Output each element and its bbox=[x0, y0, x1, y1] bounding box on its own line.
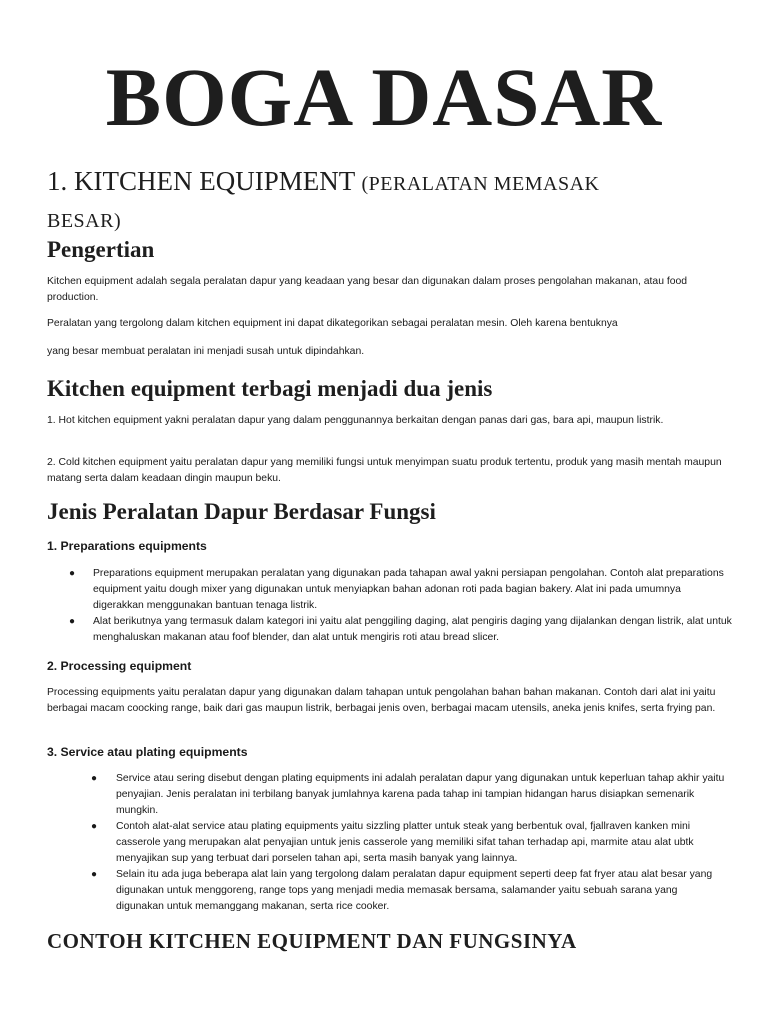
heading-paren-line2: BESAR) bbox=[47, 210, 122, 232]
pengertian-paragraph-2-line-1: Peralatan yang tergolong dalam kitchen equipment ini dapat dikategorikan sebagai peralatan mesin. Oleh karena bentuknya bbox=[47, 318, 618, 329]
list-item: ● Alat berikutnya yang termasuk dalam kategori ini yaitu alat penggiling daging, alat pengiris daging yang dijalankan dengan listrik, alat untuk menghaluskan makanan atau foof blender, dan alat untuk mengiris roti atau bread slicer. bbox=[69, 616, 732, 643]
bullet-icon: ● bbox=[69, 616, 76, 627]
heading-pengertian: Pengertian bbox=[47, 237, 155, 262]
heading-contoh-kitchen-equipment: CONTOH KITCHEN EQUIPMENT DAN FUNGSINYA bbox=[47, 929, 577, 953]
document-title: BOGA DASAR bbox=[105, 51, 663, 143]
bullet-icon: ● bbox=[91, 773, 98, 784]
list-item: ● Service atau sering disebut dengan plating equipments ini adalah peralatan dapur yang digunakan untuk keperluan tahap akhir yaitu penyajian. Jenis peralatan ini terbilang banyak jumlahnya karena pada tahap ini tampian hidangan harus disiapkan semenarik mungkin. bbox=[91, 773, 725, 816]
subheading-processing: 2. Processing equipment bbox=[47, 659, 192, 673]
list-item: ● Preparations equipment merupakan peralatan yang digunakan pada tahapan awal yakni persiapan pengolahan. Contoh alat preparations equipment yaitu dough mixer yang digunakan untuk menyiapkan bahan adonan roti pada bagian bakery. Alat ini pada umumnya digerakkan menggunakan bantuan tenaga listrik. bbox=[69, 568, 724, 611]
list-item: ● Contoh alat-alat service atau plating equipments yaitu sizzling platter untuk steak yang berbentuk oval, fjallraven kanken mini casserole yang merupakan alat penyajian untuk jenis casserole yang memiliki sifat tahan terhadap api, marmite atau alat ubtk menyajikan sup yang terbuat dari porselen tahan api, serta masih banyak yang lainnya. bbox=[91, 821, 694, 864]
list-item: ● Selain itu ada juga beberapa alat lain yang tergolong dalam peralatan dapur equipment seperti deep fat fryer atau alat besar yang digunakan untuk menggoreng, range tops yang menjadi media memasak bersama, salamander yaitu sebuah sarana yang digunakan untuk memanggang makanan, serta rice cooker. bbox=[91, 869, 713, 912]
bullet-icon: ● bbox=[91, 869, 98, 880]
heading-dua-jenis: Kitchen equipment terbagi menjadi dua jenis bbox=[47, 376, 493, 401]
subheading-service-plating: 3. Service atau plating equipments bbox=[47, 745, 248, 759]
dua-jenis-item-2: 2. Cold kitchen equipment yaitu peralatan dapur yang memiliki fungsi untuk menyimpan suatu produk tertentu, produk yang masih mentah maupun matang serta dalam keadaan dingin maupun beku. bbox=[47, 457, 722, 484]
service-bullet-list bbox=[91, 771, 728, 915]
heading-jenis-peralatan-fungsi: Jenis Peralatan Dapur Berdasar Fungsi bbox=[47, 499, 436, 524]
section-heading-kitchen-equipment bbox=[47, 164, 727, 238]
bullet-icon: ● bbox=[91, 821, 98, 832]
dua-jenis-item-1: 1. Hot kitchen equipment yakni peralatan dapur yang dalam penggunannya berkaitan dengan panas dari gas, bara api, maupun listrik. bbox=[47, 415, 664, 426]
processing-paragraph: Processing equipments yaitu peralatan dapur yang digunakan dalam tahapan untuk pengolahan bahan bahan makanan. Contoh dari alat ini yaitu berbagai macam coocking range, baik dari gas maupun listrik, berbagai jenis oven, berbagai macam utensils, aneka jenis knifes, serta frying pan. bbox=[47, 687, 716, 714]
preparations-bullet-list bbox=[69, 566, 733, 646]
pengertian-paragraph-2-line-2: yang besar membuat peralatan ini menjadi susah untuk dipindahkan. bbox=[47, 346, 365, 357]
heading-paren-line1: (PERALATAN MEMASAK bbox=[361, 173, 600, 195]
subheading-preparations: 1. Preparations equipments bbox=[47, 539, 207, 553]
bullet-icon: ● bbox=[69, 568, 76, 579]
pengertian-paragraph-1: Kitchen equipment adalah segala peralatan dapur yang keadaan yang besar dan digunakan dalam proses pengolahan makanan, atau food production. bbox=[47, 276, 688, 303]
heading-main: 1. KITCHEN EQUIPMENT bbox=[47, 166, 362, 196]
